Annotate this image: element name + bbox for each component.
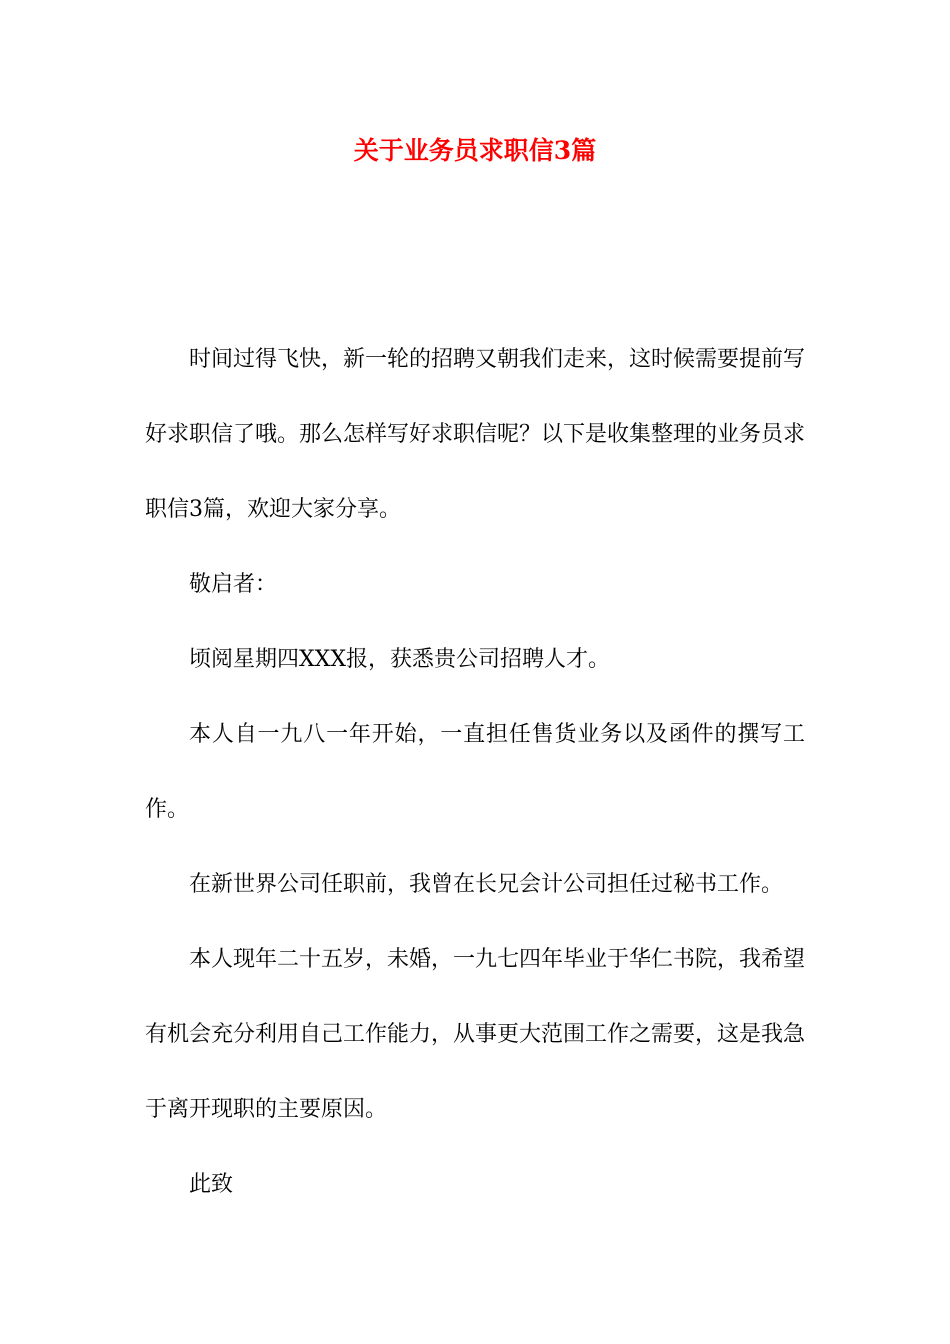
salutation: 敬启者： [189, 572, 278, 597]
paragraph-previous-job: 在新世界公司任职前，我曾在长兄会计公司担任过秘书工作。 [189, 872, 784, 897]
closing: 此致 [189, 1172, 234, 1197]
document-title: 关于业务员求职信3篇 [353, 136, 597, 165]
paragraph-experience: 本人自一九八一年开始，一直担任售货业务以及函件的撰写工作。 [145, 722, 805, 822]
letter-body [145, 322, 805, 1222]
paragraph-ad-reference: 顷阅星期四XXX报，获悉贵公司招聘人才。 [189, 647, 610, 672]
paragraph-personal-info: 本人现年二十五岁，未婚，一九七四年毕业于华仁书院，我希望有机会充分利用自己工作能力，从事更大范围工作之需要，这是我急于离开现职的主要原因。 [145, 947, 806, 1122]
intro-paragraph: 时间过得飞快，新一轮的招聘又朝我们走来，这时候需要提前写好求职信了哦。那么怎样写好求职信呢？以下是收集整理的业务员求职信3篇，欢迎大家分享。 [145, 347, 806, 522]
